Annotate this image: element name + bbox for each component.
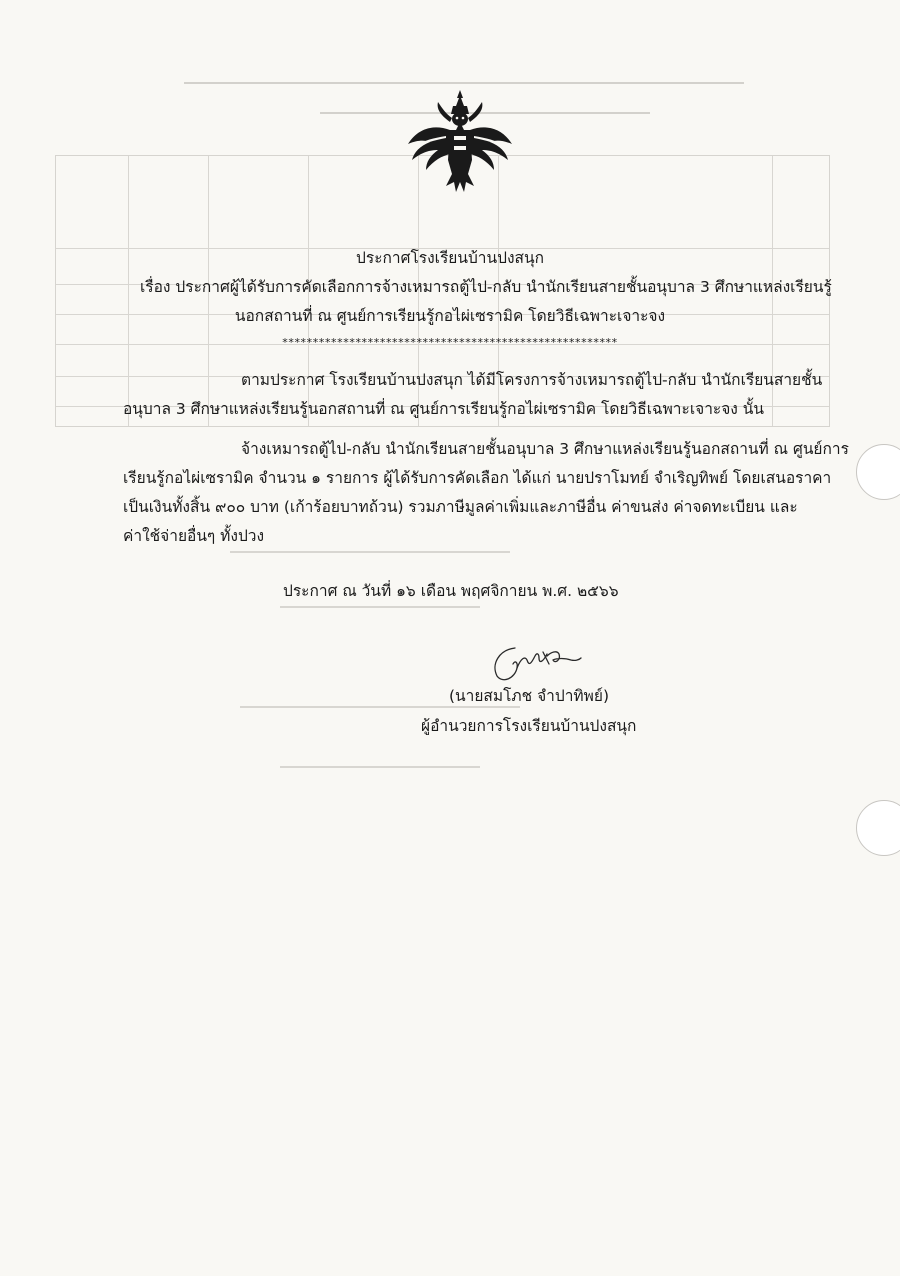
announcement-date: ประกาศ ณ วันที่ ๑๖ เดือน พฤศจิกายน พ.ศ. ๒๕๖๖ bbox=[283, 582, 619, 600]
paragraph-1-line-1: ตามประกาศ โรงเรียนบ้านปงสนุก ได้มีโครงการจ้างเหมารถตู้ไป-กลับ นำนักเรียนสายชั้น bbox=[241, 371, 823, 389]
paragraph-2-line-3: เป็นเงินทั้งสิ้น ๙๐๐ บาท (เก้าร้อยบาทถ้วน) รวมภาษีมูลค่าเพิ่มและภาษีอื่น ค่าขนส่ง ค่าจดทะเบียน และ bbox=[123, 498, 798, 516]
signer-name: (นายสมโภช จำปาทิพย์) bbox=[449, 687, 609, 705]
garuda-emblem-icon bbox=[406, 88, 514, 200]
signature-icon bbox=[485, 638, 605, 686]
paragraph-1-line-2: อนุบาล 3 ศึกษาแหล่งเรียนรู้นอกสถานที่ ณ ศูนย์การเรียนรู้กอไผ่เซรามิค โดยวิธีเฉพาะเจาะจง นั้น bbox=[123, 400, 764, 418]
paragraph-2-line-1: จ้างเหมารถตู้ไป-กลับ นำนักเรียนสายชั้นอนุบาล 3 ศึกษาแหล่งเรียนรู้นอกสถานที่ ณ ศูนย์การ bbox=[241, 440, 849, 458]
punch-hole-top bbox=[856, 444, 900, 500]
paragraph-2-line-4: ค่าใช้จ่ายอื่นๆ ทั้งปวง bbox=[123, 527, 265, 545]
paragraph-2-line-2: เรียนรู้กอไผ่เซรามิค จำนวน ๑ รายการ ผู้ได้รับการคัดเลือก ได้แก่ นายปราโมทย์ จำเริญทิพย์ โดยเสนอราคา bbox=[123, 469, 832, 487]
signer-title: ผู้อำนวยการโรงเรียนบ้านปงสนุก bbox=[421, 717, 637, 735]
separator-line: ******************************************************* bbox=[282, 336, 618, 349]
punch-hole-bottom bbox=[856, 800, 900, 856]
subject-line-2: นอกสถานที่ ณ ศูนย์การเรียนรู้กอไผ่เซรามิค โดยวิธีเฉพาะเจาะจง bbox=[234, 307, 666, 325]
announcement-header: ประกาศโรงเรียนบ้านปงสนุก bbox=[356, 249, 544, 267]
subject-line-1: เรื่อง ประกาศผู้ได้รับการคัดเลือกการจ้างเหมารถตู้ไป-กลับ นำนักเรียนสายชั้นอนุบาล 3 ศึกษาแหล่งเรียนรู้ bbox=[140, 278, 832, 296]
